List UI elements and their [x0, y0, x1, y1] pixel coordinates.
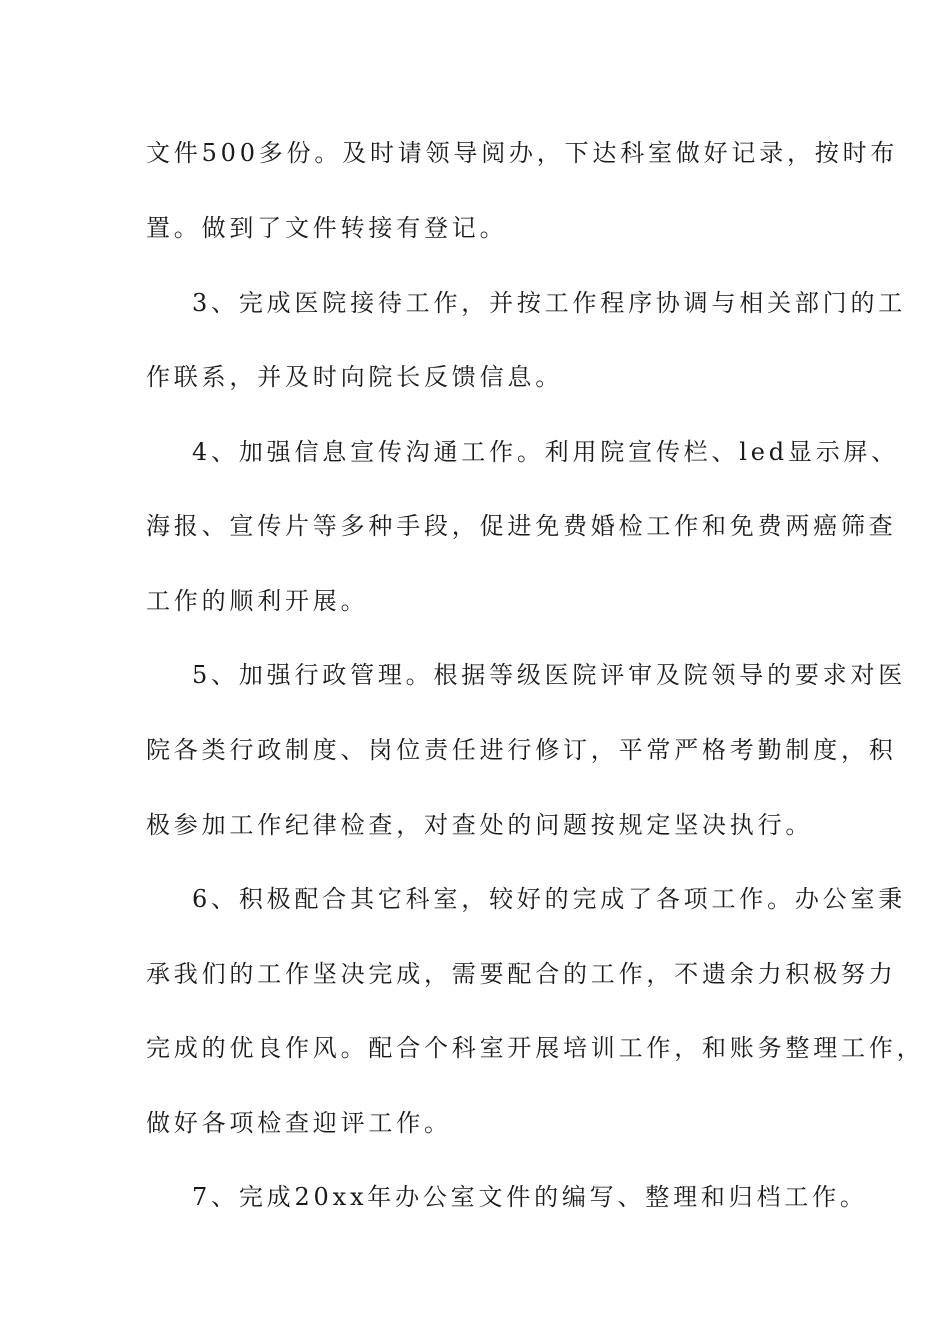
- body-text-line: 文件500多份。及时请领导阅办，下达科室做好记录，按时布: [146, 139, 899, 167]
- body-text-line: 作联系，并及时向院长反馈信息。: [146, 363, 563, 391]
- paragraph-5-start: 5、加强行政管理。根据等级医院评审及院领导的要求对医: [192, 661, 907, 689]
- paragraph-3-start: 3、完成医院接待工作，并按工作程序协调与相关部门的工: [192, 289, 907, 317]
- body-text-line: 海报、宣传片等多种手段，促进免费婚检工作和免费两癌筛查: [146, 512, 897, 540]
- body-text-line: 完成的优良作风。配合个科室开展培训工作，和账务整理工作，: [146, 1034, 925, 1062]
- body-text-line: 工作的顺利开展。: [146, 587, 369, 615]
- paragraph-7-start: 7、完成20xx年办公室文件的编写、整理和归档工作。: [192, 1183, 868, 1211]
- paragraph-6-start: 6、积极配合其它科室，较好的完成了各项工作。办公室秉: [192, 885, 907, 913]
- body-text-line: 置。做到了文件转接有登记。: [146, 214, 508, 242]
- body-text-line: 院各类行政制度、岗位责任进行修订，平常严格考勤制度，积: [146, 736, 897, 764]
- paragraph-4-start: 4、加强信息宣传沟通工作。利用院宣传栏、led显示屏、: [192, 438, 900, 466]
- body-text-line: 承我们的工作坚决完成，需要配合的工作，不遗余力积极努力: [146, 960, 897, 988]
- body-text-line: 做好各项检查迎评工作。: [146, 1109, 452, 1137]
- body-text-line: 极参加工作纪律检查，对查处的问题按规定坚决执行。: [146, 811, 814, 839]
